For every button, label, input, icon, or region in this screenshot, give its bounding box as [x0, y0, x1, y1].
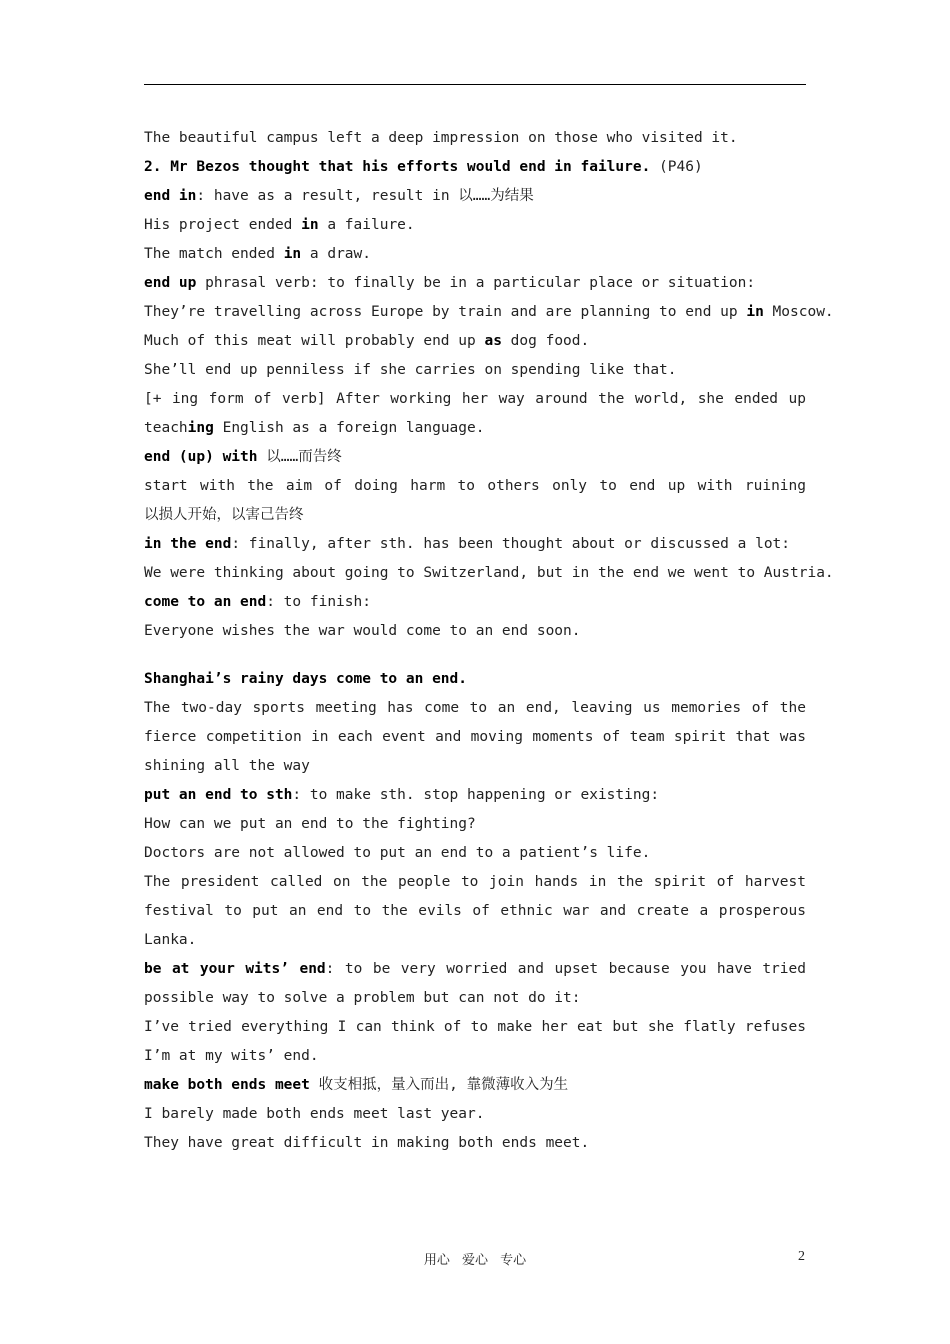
text-line: [144, 984, 806, 1013]
text-line: [144, 694, 806, 723]
text-line: [144, 443, 806, 472]
bold-phrase: Shanghai’s rainy days come to an end.: [144, 671, 468, 687]
text-line: [144, 1042, 806, 1071]
text-line: [144, 868, 806, 897]
text-span: a failure.: [318, 217, 415, 233]
text-line: [144, 723, 806, 752]
text-line: [144, 1129, 806, 1158]
text-span: (P46): [650, 159, 703, 175]
text-span: The two-day sports meeting has come to an end, leaving us memories of the: [144, 700, 806, 716]
bold-phrase: 2. Mr Bezos thought that his efforts would end in failure.: [144, 159, 651, 175]
text-span: : finally, after sth. has been thought about or discussed a lot:: [231, 536, 791, 552]
text-line: [144, 588, 806, 617]
text-line: [144, 1071, 806, 1100]
text-line: [144, 926, 806, 955]
text-span: The president called on the people to join hands in the spirit of harvest: [144, 874, 806, 890]
text-line: [144, 559, 834, 588]
bold-phrase: come to an end: [144, 594, 267, 610]
footer-text: 用心 爱心 专心: [423, 1253, 527, 1268]
bold-phrase: be at your wits’ end: [144, 961, 326, 977]
text-span: : to finish:: [266, 594, 371, 610]
bold-phrase: in: [301, 217, 319, 233]
text-span: The beautiful campus left a deep impression on those who visited it.: [144, 130, 738, 146]
text-span: start with the aim of doing harm to others only to end up with ruining: [144, 478, 806, 494]
text-span: How can we put an end to the fighting?: [144, 816, 476, 832]
bold-phrase: ing: [187, 420, 214, 436]
page-number: 2: [798, 1249, 805, 1264]
text-span: teach: [144, 420, 188, 436]
bold-phrase: in the end: [144, 536, 232, 552]
text-span: They’re travelling across Europe by train and are planning to end up: [144, 304, 747, 320]
bold-phrase: put an end to sth: [144, 787, 293, 803]
text-span: Moscow.: [763, 304, 834, 320]
text-span: dog food.: [501, 333, 590, 349]
bold-phrase: end in: [144, 188, 197, 204]
text-line: [144, 182, 806, 211]
text-line: [144, 617, 806, 646]
text-span: Much of this meat will probably end up: [144, 333, 485, 349]
text-line: [144, 385, 806, 414]
text-line: [144, 839, 806, 868]
text-line: [144, 414, 806, 443]
text-span: I’m at my wits’ end.: [144, 1048, 319, 1064]
text-span: : to make sth. stop happening or existing:: [292, 787, 660, 803]
text-line: [144, 1013, 806, 1042]
paragraph-gap: [144, 646, 806, 665]
text-line: [144, 211, 806, 240]
text-span: shining all the way: [144, 758, 310, 774]
text-line: [144, 810, 806, 839]
text-line: [144, 269, 806, 298]
bold-phrase: end (up) with: [144, 449, 258, 465]
page-footer: [0, 1249, 950, 1269]
bold-phrase: in: [746, 304, 764, 320]
text-span: 收支相抵，量入而出, 靠微薄收入为生: [309, 1077, 569, 1093]
text-span: fierce competition in each event and moving moments of team spirit that was: [144, 729, 806, 745]
text-span: I’ve tried everything I can think of to make her eat but she flatly refuses: [144, 1019, 806, 1035]
text-line: [144, 781, 806, 810]
document-body: [144, 124, 834, 1158]
text-line: [144, 897, 806, 926]
text-line: [144, 124, 806, 153]
text-span: I barely made both ends meet last year.: [144, 1106, 485, 1122]
text-span: His project ended: [144, 217, 302, 233]
text-span: 以……而告终: [257, 449, 342, 465]
text-line: [144, 153, 806, 182]
text-line: [144, 501, 806, 530]
text-line: [144, 356, 806, 385]
text-span: : to be very worried and upset because you have tried: [325, 961, 806, 977]
text-line: [144, 530, 806, 559]
text-span: 以损人开始，以害己告终: [144, 507, 304, 523]
text-span: Lanka.: [144, 932, 197, 948]
text-span: She’ll end up penniless if she carries on spending like that.: [144, 362, 677, 378]
text-span: They have great difficult in making both ends meet.: [144, 1135, 590, 1151]
text-span: phrasal verb: to finally be in a particular place or situation:: [196, 275, 756, 291]
text-line: [144, 472, 806, 501]
bold-phrase: end up: [144, 275, 197, 291]
text-line: [144, 298, 834, 327]
text-span: : have as a result, result in 以……为结果: [196, 188, 534, 204]
header-rule: [144, 84, 806, 85]
bold-phrase: as: [484, 333, 502, 349]
text-span: Everyone wishes the war would come to an end soon.: [144, 623, 581, 639]
text-line: [144, 752, 806, 781]
text-line: [144, 327, 806, 356]
text-span: English as a foreign language.: [213, 420, 485, 436]
text-line: [144, 1100, 806, 1129]
bold-phrase: make both ends meet: [144, 1077, 310, 1093]
text-line: [144, 240, 806, 269]
text-line: [144, 665, 806, 694]
text-span: The match ended: [144, 246, 284, 262]
text-span: Doctors are not allowed to put an end to a patient’s life.: [144, 845, 651, 861]
text-span: festival to put an end to the evils of ethnic war and create a prosperous: [144, 903, 806, 919]
bold-phrase: in: [283, 246, 302, 262]
text-span: [+ ing form of verb] After working her way around the world, she ended up: [144, 391, 806, 407]
text-span: possible way to solve a problem but can not do it:: [144, 990, 581, 1006]
text-span: We were thinking about going to Switzerland, but in the end we went to Austria.: [144, 565, 834, 581]
text-line: [144, 955, 806, 984]
text-span: a draw.: [301, 246, 371, 262]
